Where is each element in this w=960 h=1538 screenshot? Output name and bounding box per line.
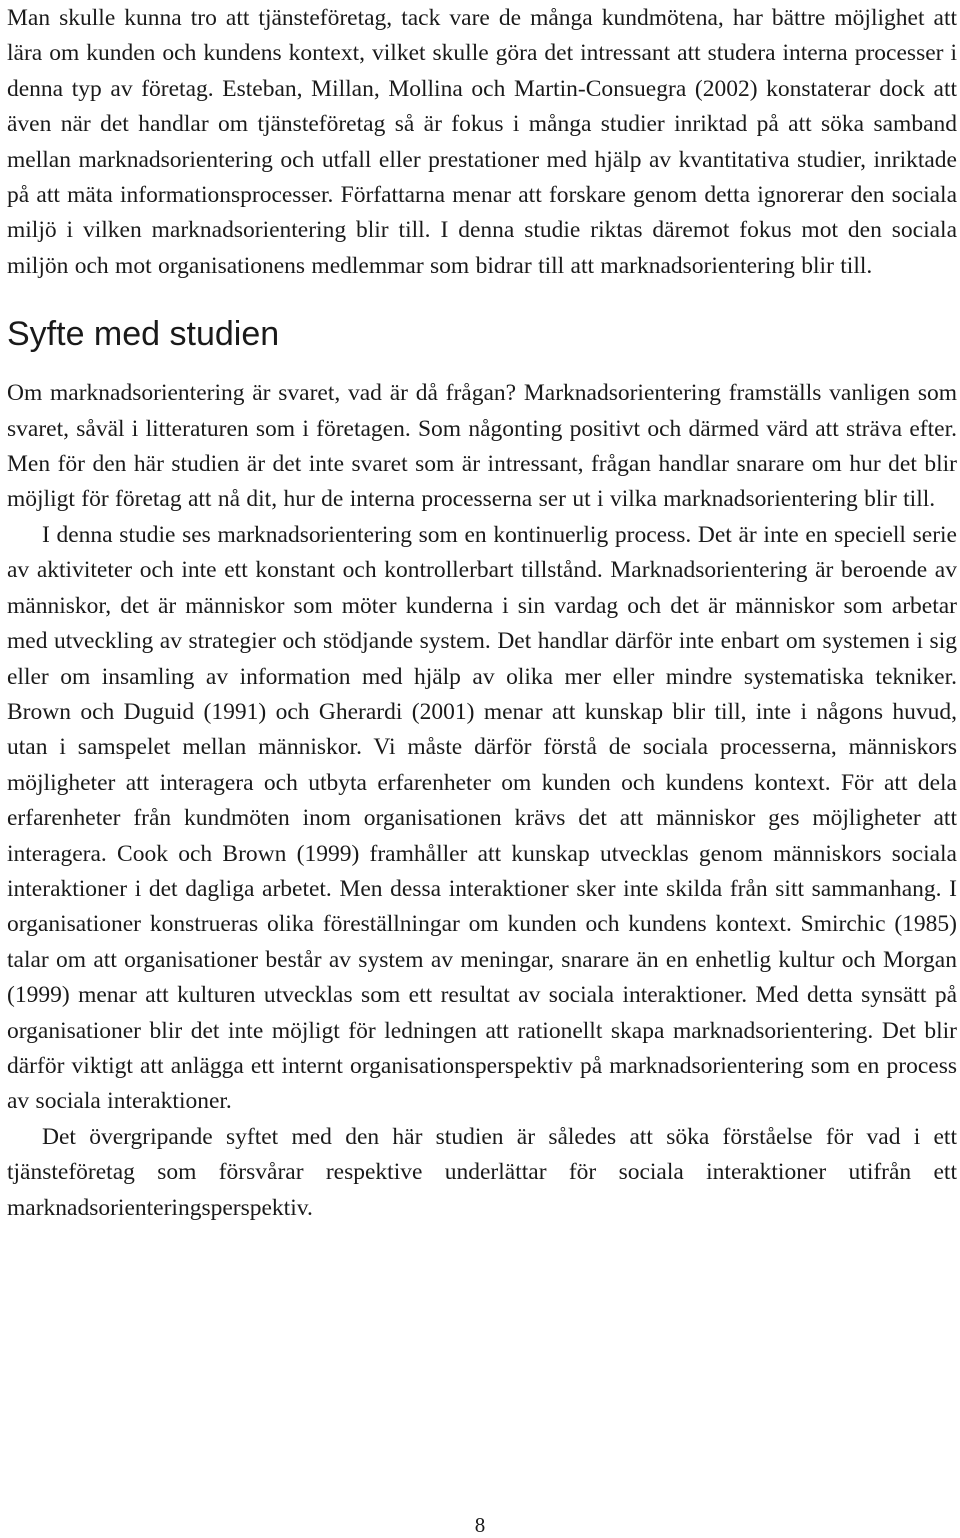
section-heading: Syfte med studien	[7, 315, 280, 354]
body-paragraph: Om marknadsorientering är svaret, vad är då frågan? Marknadsorientering framställs vanligen som svaret, såväl i litteraturen som i företagen. Som någonting positivt och därmed värd att sträva efter. Men för den här studien är det inte svaret som är intressant, frågan handlar snarare om hur det blir möjligt för företag att nå dit, hur de interna processerna ser ut i vilka marknadsorientering blir till.	[7, 380, 957, 513]
body-paragraph: Det övergripande syftet med den här studien är således att söka förståelse för vad i ett tjänsteföretag som försvårar respektive underlättar för sociala interaktioner utifrån ett marknadsorienteringsperspektiv.	[7, 1123, 957, 1221]
page-number: 8	[474, 1513, 486, 1537]
body-paragraph: Man skulle kunna tro att tjänsteföretag, tack vare de många kundmötena, har bättre möjlighet att lära om kunden och kundens kontext, vilket skulle göra det intressant att studera interna processer i denna typ av företag. Esteban, Millan, Mollina och Martin-Consuegra (2002) konstaterar dock att även när det handlar om tjänsteföretag så är fokus i många studier inriktad på att söka samband mellan marknadsorientering och utfall eller prestationer med hjälp av kvantitativa studier, inriktade på att mäta informationsprocesser. Författarna menar att forskare genom detta ignorerar den sociala miljö i vilken marknadsorientering blir till. I denna studie riktas däremot fokus mot den sociala miljön och mot organisationens medlemmar som bidrar till att marknadsorientering blir till.	[7, 5, 957, 279]
document-page	[7, 0, 957, 1226]
body-paragraph: I denna studie ses marknadsorientering som en kontinuerlig process. Det är inte en speciell serie av aktiviteter och inte ett konstant och kontrollerbart tillstånd. Marknadsorientering är beroende av människor, det är människor som möter kunderna i sin vardag och det är människor som arbetar med utveckling av strategier och stödjande system. Det handlar därför inte enbart om systemen i sig eller om insamling av information med hjälp av olika mer eller mindre systematiska tekniker. Brown och Duguid (1991) och Gherardi (2001) menar att kunskap blir till, inte i någons huvud, utan i samspelet mellan människor. Vi måste därför förstå de sociala processerna, människors möjligheter att interagera och utbyta erfarenheter om kunden och kundens kontext. För att dela erfarenheter från kundmöten inom organisationen krävs det att människor ges möjligheter att interagera. Cook och Brown (1999) framhåller att kunskap utvecklas genom människors sociala interaktioner i det dagliga arbetet. Men dessa interaktioner sker inte skilda från sitt sammanhang. I organisationer konstrueras olika föreställningar om kunden och kundens kontext. Smirchic (1985) talar om att organisationer består av system av meningar, snarare än en enhetlig kultur och Morgan (1999) menar att kulturen utvecklas som ett resultat av sociala interaktioner. Med detta synsätt på organisationer blir det inte möjligt för ledningen att rationellt skapa marknadsorientering. Det blir därför viktigt att anlägga ett internt organisationsperspektiv på marknadsorientering som en process av sociala interaktioner.	[7, 521, 957, 1115]
